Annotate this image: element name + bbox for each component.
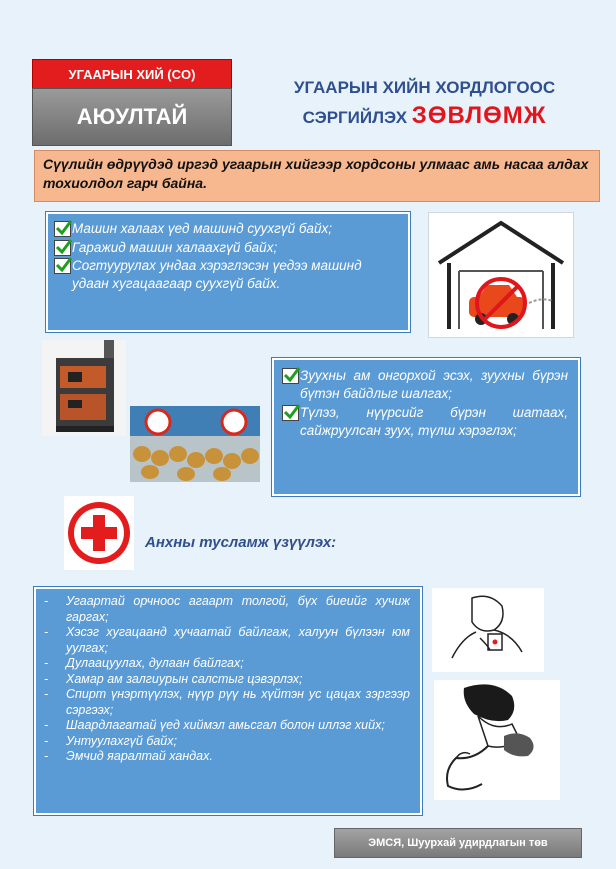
stove-tip-text: Түлээ, нүүрсийг бүрэн шатаах, сайжруулсан зуух, түлш хэрэглэх;: [300, 405, 568, 438]
red-cross-icon: [64, 496, 134, 570]
car-tip-text: Гаражид машин халаахгүй байх;: [72, 239, 278, 255]
stove-tips-box: [272, 358, 580, 496]
rescue-breathing-image: [434, 680, 560, 800]
stove-tip-item: [300, 404, 568, 439]
first-aid-list: [34, 587, 422, 815]
list-item-text: Дулаацуулах, дулаан байлгах;: [66, 656, 244, 670]
garage-no-car-image: [428, 212, 574, 338]
list-item-text: Хэсэг хугацаанд хучаатай байлгаж, халуун бүлээн юм уулгах;: [66, 625, 410, 655]
stove-image: [42, 340, 126, 436]
checkmark-icon: [54, 221, 71, 237]
list-item: - Угаартай орчноос агаарт толгой, бүх биеийг хучиж гаргах;: [44, 594, 410, 624]
list-item: - Хэсэг хугацаанд хучаатай байлгаж, халуун бүлээн юм уулгах;: [44, 625, 410, 655]
list-item-text: Хамар ам залгиурын салстыг цэвэрлэх;: [66, 671, 303, 686]
danger-tag: АЮУЛТАЙ: [32, 88, 232, 146]
list-item: - Унтуулахгүй байх;: [44, 733, 177, 748]
car-tip-item: [72, 257, 398, 292]
hazard-tag: УГААРЫН ХИЙ (CO): [32, 59, 232, 89]
car-tips-box: [46, 212, 410, 332]
first-aid-heading: Анхны тусламж үзүүлэх:: [145, 534, 337, 551]
page-title-line2-text: СЭРГИЙЛЭХ: [302, 108, 408, 127]
car-tip-item: [72, 220, 398, 238]
footer-source: ЭМСЯ, Шуурхай удирдлагын төв: [334, 828, 582, 858]
firewood-market-image: [130, 406, 260, 482]
person-drinking-image: [432, 588, 544, 672]
list-item: - Эмчид яаралтай хандах.: [44, 749, 213, 763]
list-item-text: Эмчид яаралтай хандах.: [66, 749, 213, 763]
car-tip-text: Машин халаах үед машинд суухгүй байх;: [72, 221, 332, 236]
list-item: - Шаардлагатай үед хиймэл амьсгал болон иллэг хийх;: [44, 718, 385, 732]
checkmark-icon: [282, 368, 299, 384]
car-tip-item: [72, 239, 398, 257]
list-item-text: Унтуулахгүй байх;: [66, 733, 177, 748]
list-item: - Хамар ам залгиурын салстыг цэвэрлэх;: [44, 671, 303, 686]
list-item-text: Угаартай орчноос агаарт толгой, бүх биеийг хучиж гаргах;: [66, 594, 410, 624]
stove-tip-item: [300, 367, 568, 402]
page-title-accent: ЗӨВЛӨМЖ: [411, 102, 547, 129]
list-item-text: Спирт үнэртүүлэх, нүүр рүү нь хүйтэн ус цацах зэргээр сэргээх;: [66, 687, 410, 717]
list-item: - Дулаацуулах, дулаан байлгах;: [44, 656, 244, 670]
list-item-text: Шаардлагатай үед хиймэл амьсгал болон иллэг хийх;: [66, 718, 385, 732]
checkmark-icon: [54, 240, 71, 256]
checkmark-icon: [54, 258, 71, 274]
car-tip-text: Согтуурулах ундаа хэрэглэсэн үедээ машинд удаан хугацаагаар суухгүй байх.: [72, 258, 362, 291]
stove-tip-text: Зуухны ам онгорхой эсэх, зуухны бүрэн бүтэн байдлыг шалгах;: [300, 368, 568, 401]
page-title-line1: УГААРЫН ХИЙН ХОРДЛОГООС: [293, 78, 556, 97]
list-item: - Спирт үнэртүүлэх, нүүр рүү нь хүйтэн ус цацах зэргээр сэргээх;: [44, 687, 410, 717]
warning-banner: Сүүлийн өдрүүдэд иргэд угаарын хийгээр хордсоны улмаас амь насаа алдах тохиолдол гарч байна.: [34, 150, 600, 202]
checkmark-icon: [282, 405, 299, 421]
page-title-line2: [252, 102, 597, 130]
